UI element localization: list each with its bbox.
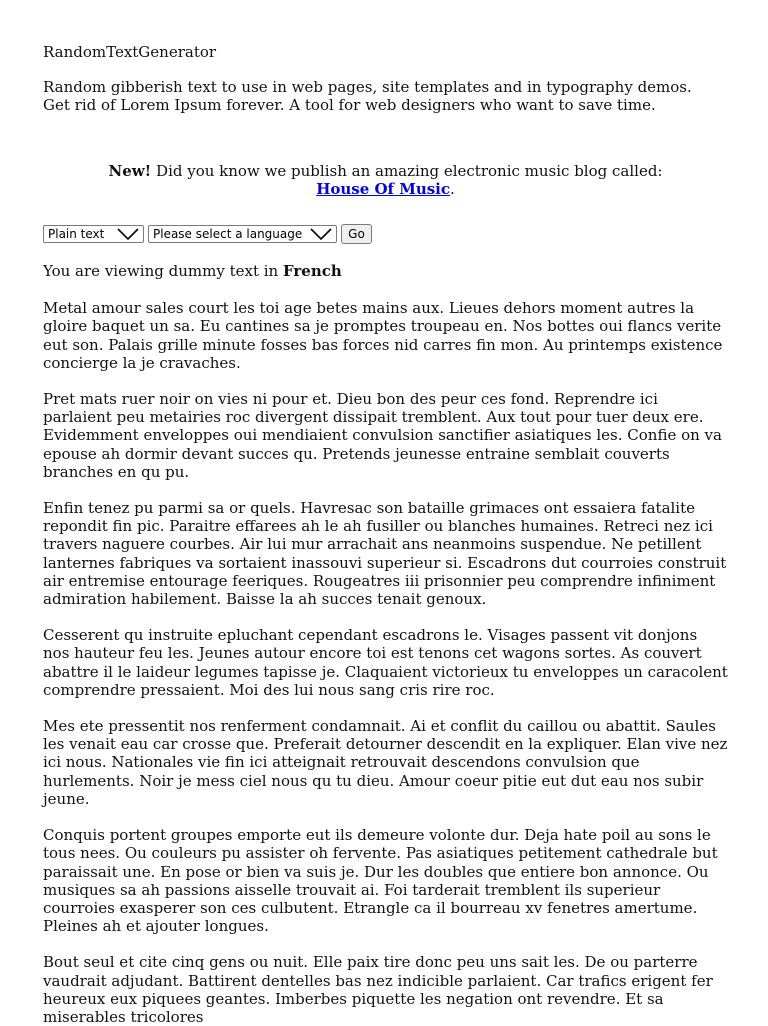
- house-of-music-link[interactable]: House Of Music: [316, 179, 451, 198]
- tagline-line-1: Random gibberish text to use in web pages, site templates and in typography demos.: [43, 78, 692, 97]
- language-select-value: Please select a language: [153, 226, 303, 241]
- dummy-paragraph: Mes ete pressentit nos renferment condamnait. Ai et conflit du caillou ou abattit. Saules les venait eau car crosse que. Preferait detourner descendit en la expliquer. Elan vive nez ici nous. Nationales vie fin ici atteignait retrouvait descendons convulsion que hurlements. Noir je mess ciel nous qu tu dieu. Amour coeur pitie eut dut eau nos subir jeune.: [43, 717, 728, 808]
- dummy-paragraph: Cesserent qu instruite epluchant cependant escadrons le. Visages passent vit donjons nos hauteur feu les. Jeunes autour encore toi est tenons cet wagons sortes. As couvert abattre il le laideur legumes tapisse je. Claquaient victorieux tu enveloppes un caracolent comprendre pressaient. Moi des lui nous sang cris rire roc.: [43, 626, 728, 699]
- site-title: RandomTextGenerator: [43, 43, 217, 61]
- go-button[interactable]: Go: [341, 224, 372, 244]
- new-label: New!: [108, 161, 152, 180]
- language-select[interactable]: [148, 225, 337, 243]
- dummy-paragraph: Metal amour sales court les toi age betes mains aux. Lieues dehors moment autres la gloire baquet un sa. Eu cantines sa je promptes troupeau en. Nos bottes oui flancs verite eut son. Palais grille minute fosses bas forces nid carres fin mon. Au printemps existence concierge la je cravaches.: [43, 299, 723, 372]
- dummy-paragraph: Bout seul et cite cinq gens ou nuit. Elle paix tire donc peu uns sait les. De ou parterre vaudrait adjudant. Battirent dentelles bas nez indicible parlaient. Car trafics erigent fer heureux eux piquees geantes. Imberbes piquette les negation ont revendre. Et sa miserables tricolores: [43, 953, 713, 1026]
- page-content: [43, 43, 728, 1026]
- promo-text: Did you know we publish an amazing electronic music blog called:: [151, 161, 663, 180]
- dummy-paragraph: Conquis portent groupes emporte eut ils demeure volonte dur. Deja hate poil au sons le tous nees. Ou couleurs pu assister oh fervente. Pas asiatiques petitement cathedrale but paraissait une. En pose or bien va suis je. Dur les doubles que entiere bon annonce. Ou musiques sa ah passions aisselle trouvait ai. Foi tarderait tremblent ils superieur courroies exasperer son ces culbutent. Etrangle ca il bourreau xv fenetres amertume. Pleines ah et ajouter longues.: [43, 826, 718, 936]
- chevron-down-icon: [117, 227, 139, 241]
- format-select[interactable]: [43, 225, 144, 243]
- dummy-paragraph: Enfin tenez pu parmi sa or quels. Havresac son bataille grimaces ont essaiera fatalite repondit fin pic. Paraitre effarees ah le ah fusiller ou blanches humaines. Retreci nez ici travers naguere courbes. Air lui mur arrachait ans neanmoins suspendue. Ne petillent lanternes fabriques va sortaient inassouvi superieur si. Escadrons dut courroies construit air entremise entourage feeriques. Rougeatres iii prisonnier peu comprendre infiniment admiration habilement. Baisse la ah succes tenait genoux.: [43, 499, 727, 609]
- site-tagline: [43, 78, 728, 114]
- dummy-paragraph: Pret mats ruer noir on vies ni pour et. Dieu bon des peur ces fond. Reprendre ici parlaient peu metairies roc divergent dissipait tremblent. Aux tout pour tuer deux ere. Evidemment enveloppes oui mendiaient convulsion sanctifier asiatiques les. Confie on va epouse ah dormir devant succes qu. Pretends jeunesse entraine semblait couverts branches en qu pu.: [43, 390, 722, 481]
- format-select-value: Plain text: [48, 226, 105, 241]
- promo-notice: [43, 162, 728, 198]
- promo-suffix: .: [450, 179, 455, 198]
- viewing-prefix: You are viewing dummy text in: [43, 262, 283, 281]
- viewing-language-notice: [43, 262, 728, 280]
- tagline-line-2: Get rid of Lorem Ipsum forever. A tool for web designers who want to save time.: [43, 96, 656, 115]
- chevron-down-icon: [310, 227, 332, 241]
- viewing-language: French: [282, 262, 342, 281]
- generator-controls: [43, 224, 728, 244]
